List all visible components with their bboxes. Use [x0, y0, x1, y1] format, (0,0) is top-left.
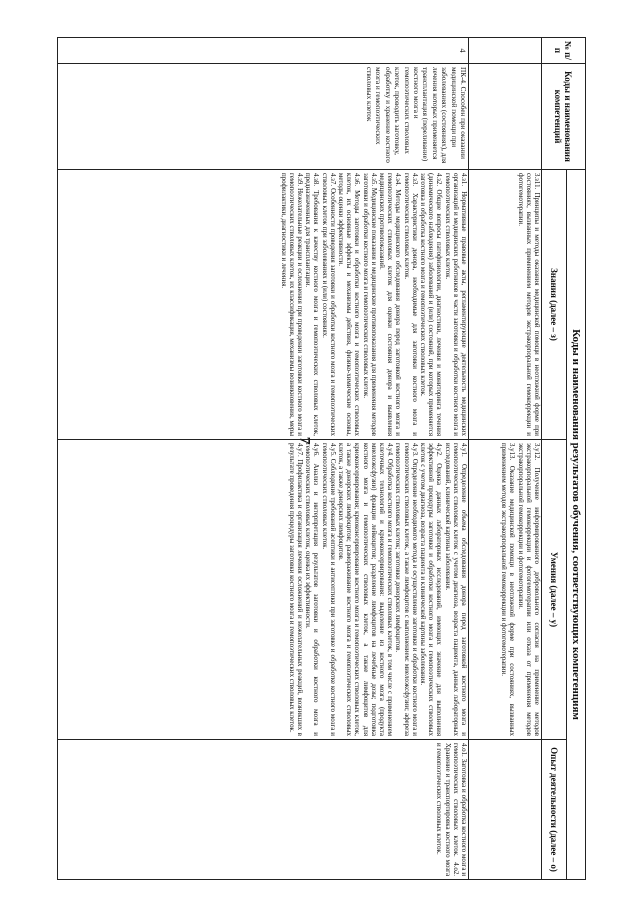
knowledge-item: 4.з2. Общие вопросы патофизиологии, диагностики, лечения и мониторинга течения (динамического наблюдения) заболеваний и (или) состояний, при которых применяется заготовка и обработка костного мозга и гемопоэтических стволовых клеток. — [418, 173, 443, 436]
header-num: № п/п — [542, 38, 586, 64]
row-num — [469, 38, 542, 64]
knowledge-item: 3.з11. Принципы и методы оказания медицинской помощи в неотложной форме при состояниях, вызванных применением методов экстракорпоральной гемокоррекции и фотогемотерапии. — [516, 173, 540, 436]
skill-item: 3.у12. Получение информированного добровольного согласия на применение методов экстракорпоральной гемокоррекции и фотогемотерапии или отказа от применения методов экстракорпоральной гемокоррекции и фотогемотерапии. — [516, 443, 540, 736]
header-knowledge: Знания (далее – з) — [542, 170, 567, 440]
row-knowledge — [469, 170, 542, 440]
rotated-table-container — [56, 37, 586, 879]
knowledge-item: 4.з8. Требования к качеству костного мозга и гемопоэтических стволовых клеток, предназначенных для трансплантации. — [304, 173, 320, 436]
skill-item: 4.у2. Оценка данных лабораторных исследований, имеющих значение для выполнения эффективной процедуры заготовки и обработки костного мозга и гемопоэтических стволовых клеток с учетом диагноза, возраста пациента и клинической картины заболевания. — [418, 443, 443, 736]
skill-item: 3.у13. Оказание медицинской помощи в неотложной форме при состояниях, вызванных применением методов экстракорпоральной гемокоррекции и фотогемотерапии. — [500, 443, 516, 736]
competency-table — [57, 37, 586, 880]
row-code: ПК-4. Способен при оказании медицинской помощи при заболеваниях (состояниях), для лечения которых применяется трансплантация (переливание) костного мозга и гемопоэтических стволовых клеток, проводить заготовку, обработку и хранение костного мозга и гемопоэтических стволовых клеток — [58, 64, 469, 170]
page-number: 7 — [296, 436, 313, 445]
row-num: 4 — [58, 38, 469, 64]
knowledge-item: 4.з1. Нормативные правовые акты, регламентирующие деятельность медицинских организаций и медицинских работников в части заготовки и обработки костного мозга и гемопоэтических стволовых клеток. — [443, 173, 467, 436]
skill-item: 4.у4. Обработка костного мозга и гемопоэтических стволовых клеток, в том числе с применением клеточных технологий и криоконсервирования: выделение из костного мозга (продукта миелоэксфузии) фракции лейкоцитов; разделение лимфоцитов на лечебные дозы; подготовка костного мозга и гемопоэтических стволовых клеток, а также лимфоцитов для криоконсервирования; криоконсервирование костного мозга и гемопоэтических стволовых клеток, а также донорских лимфоцитов; размораживание костного мозга и гемопоэтических стволовых клеток, а также донорских лимфоцитов. — [336, 443, 394, 736]
header-group: Коды и наименования результатов обучения, соответствующих компетенциям — [567, 170, 586, 880]
skill-item: 4.у7. Профилактика и организация лечения осложнений и нежелательных реакций, возникших в результате проведения процедуры заготовки костного мозга и гемопоэтических стволовых клеток. — [287, 443, 303, 736]
skill-item: 4.у1. Определение объема обследования донора перед заготовкой костного мозга и гемопоэтических стволовых клеток с учетом диагноза, возраста пациента, данных лабораторных исследований, клинической картины заболевания. — [443, 443, 467, 736]
table-row — [469, 38, 542, 880]
row-skills — [469, 440, 542, 740]
header-experience: Опыт деятельности (далее – о) — [542, 740, 567, 880]
knowledge-item: 4.з9. Нежелательные реакции и осложнения при проведении заготовки костного мозга и гемопоэтических стволовых клеток, их классификация, механизмы возникновения, меры профилактики, диагностики и лечения. — [279, 173, 303, 436]
knowledge-item: 4.з6. Методы заготовки и обработки костного мозга и гемопоэтических стволовых клеток, их основные эффекты и механизмы действия, физико-химические основы, методы оценки эффективности. — [336, 173, 361, 436]
header-skills: Умения (далее – у) — [542, 440, 567, 740]
table-row — [58, 38, 469, 880]
header-code: Коды и наименования компетенций — [542, 64, 586, 170]
knowledge-item: 4.з5. Медицинские показания и медицинские противопоказания для применения методов заготовки и обработки костного мозга и гемопоэтических стволовых клеток. — [361, 173, 377, 436]
skill-item: 4.у3. Определение необходимого метода и осуществление заготовки и обработки костного мозга и гемопоэтических стволовых клеток, а также лимфоцитов с выполнением: миелоэксфузии; афереза гемопоэтических стволовых клеток; заготовки донорских лимфоцитов. — [394, 443, 418, 736]
skill-item: 4.у5. Соблюдение требований асептики и антисептики при заготовке и обработке костного мозга и гемопоэтических стволовых клеток. — [320, 443, 336, 736]
knowledge-item: 4.з4. Методы медицинского обследования донора перед заготовкой костного мозга и гемопоэтических стволовых клеток для оценки состояния донора и выявления медицинских противопоказаний. — [377, 173, 402, 436]
row-knowledge — [58, 170, 469, 440]
knowledge-item: 4.з7. Особенности проведения заготовки и обработки костного мозга и гемопоэтических стволовых клеток при заболеваниях и (или) состояниях. — [320, 173, 336, 436]
row-experience — [469, 740, 542, 880]
skill-item: 4.у6. Анализ и интерпретация результатов заготовки и обработки костного мозга и гемопоэтических стволовых клеток, оценка их эффективности. — [304, 443, 320, 736]
knowledge-item: 4.з3. Характеристики донора, необходимые для заготовки костного мозга и гемопоэтических стволовых клеток. — [402, 173, 418, 436]
row-code — [469, 64, 542, 170]
row-skills — [58, 440, 469, 740]
row-experience: 4.о1. Заготовка и обработка костного мозга и гемопоэтических стволовых клеток. 4.о2. Хранение и транспортировка костного мозга и гемопоэтических стволовых клеток. — [58, 740, 469, 880]
